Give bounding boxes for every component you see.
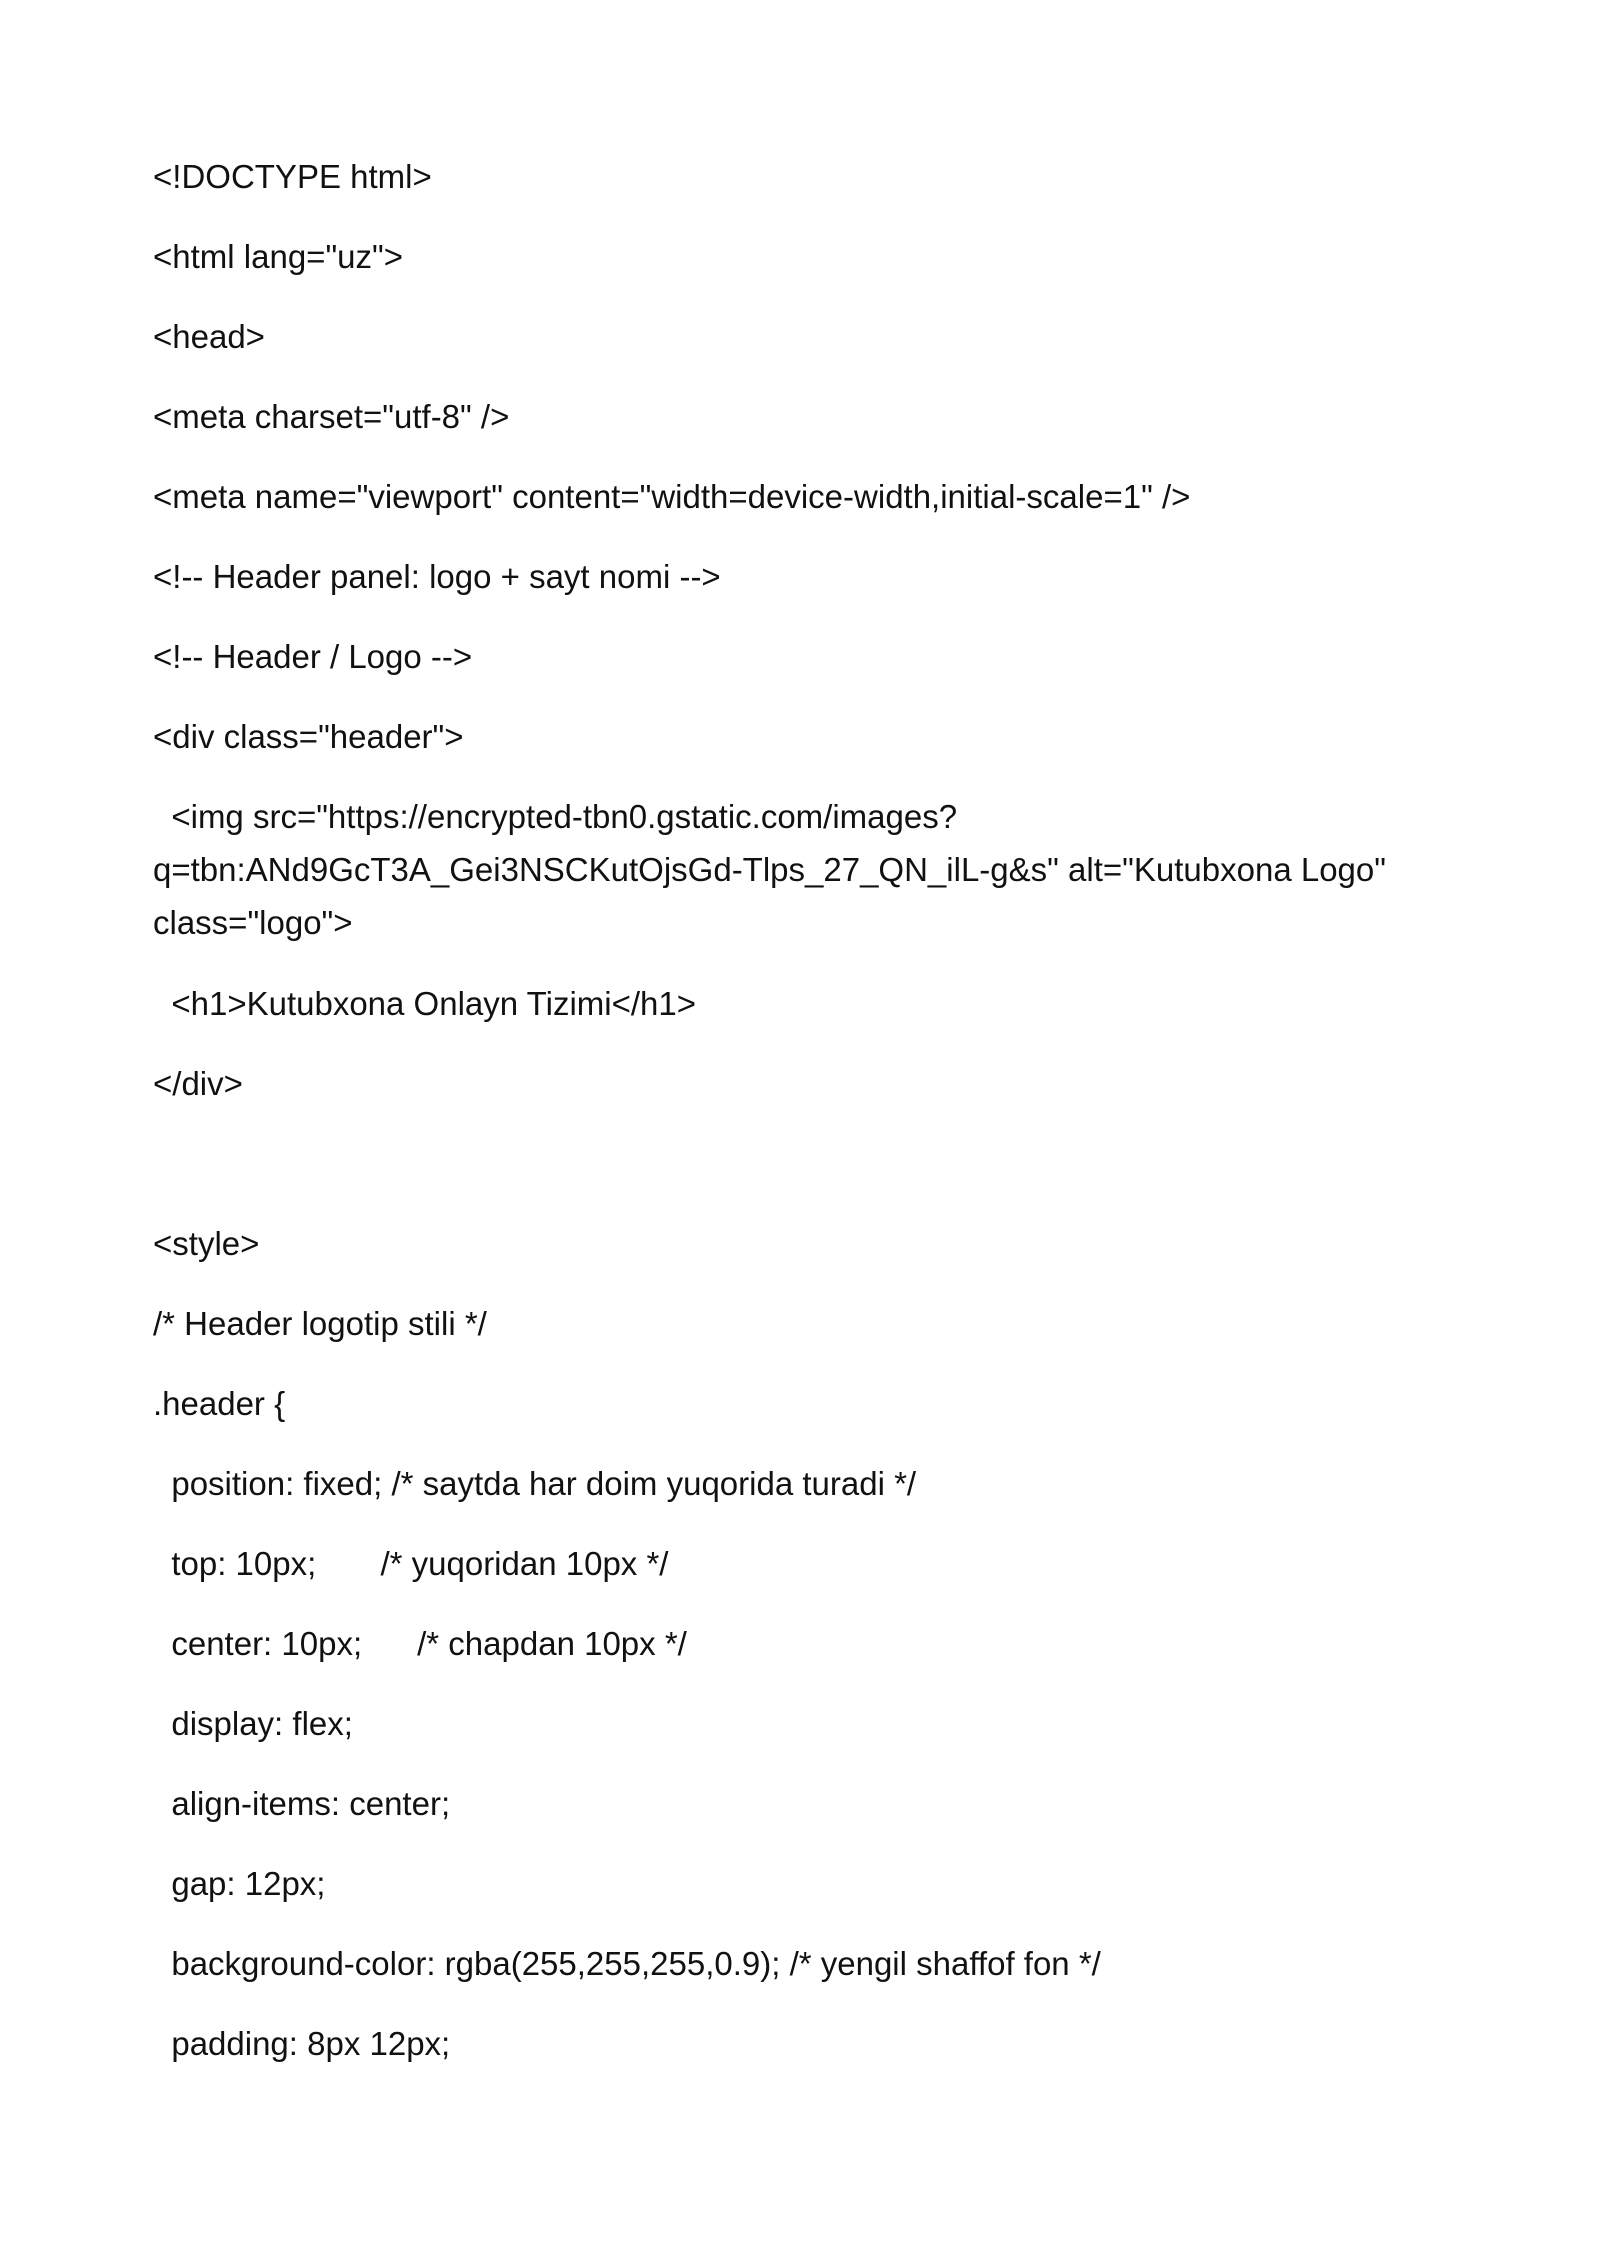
code-line-9: <img src="https://encrypted-tbn0.gstatic.com/images? [153,798,958,835]
code-line-20: display: flex; [153,1705,353,1742]
code-line-8: <div class="header"> [153,718,464,755]
code-line-7: <!-- Header / Logo --> [153,638,473,675]
code-line-2: <html lang="uz"> [153,238,403,275]
code-line-24: padding: 8px 12px; [153,2025,451,2062]
code-line-1: <!DOCTYPE html> [153,158,432,195]
code-line-22: gap: 12px; [153,1865,326,1902]
code-line-14: <style> [153,1225,260,1262]
code-line-15: /* Header logotip stili */ [153,1305,487,1342]
code-line-3: <head> [153,318,265,355]
code-line-17: position: fixed; /* saytda har doim yuqorida turadi */ [153,1465,917,1502]
code-line-13: </div> [153,1065,243,1102]
code-line-16: .header { [153,1385,286,1422]
code-line-21: align-items: center; [153,1785,451,1822]
code-line-23: background-color: rgba(255,255,255,0.9); /* yengil shaffof fon */ [153,1945,1101,1982]
code-line-10: q=tbn:ANd9GcT3A_Gei3NSCKutOjsGd-Tlps_27_QN_ilL-g&s" alt="Kutubxona Logo" [153,851,1386,888]
code-line-19: center: 10px; /* chapdan 10px */ [153,1625,687,1662]
code-line-18: top: 10px; /* yuqoridan 10px */ [153,1545,669,1582]
code-line-4: <meta charset="utf-8" /> [153,398,510,435]
code-line-6: <!-- Header panel: logo + sayt nomi --> [153,558,721,595]
code-line-11: class="logo"> [153,904,353,941]
code-line-12: <h1>Kutubxona Onlayn Tizimi</h1> [153,985,697,1022]
code-line-5: <meta name="viewport" content="width=device-width,initial-scale=1" /> [153,478,1191,515]
